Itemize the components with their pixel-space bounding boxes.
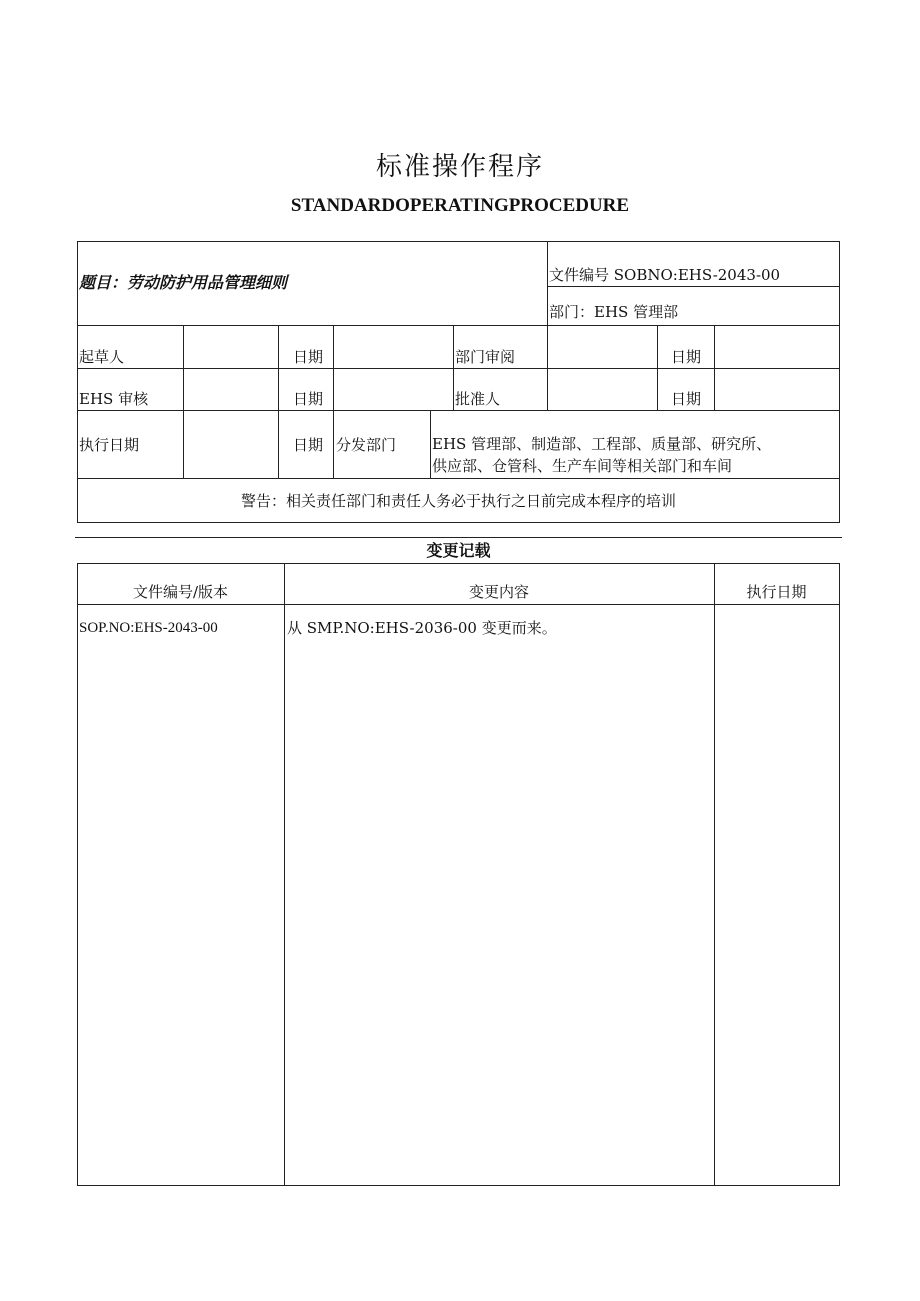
dept-review-label: 部门审阅	[455, 348, 516, 366]
dist-dept-line-2: 供应部、仓管科、生产车间等相关部门和车间	[432, 457, 733, 475]
row-content: 从 SMP.NO:EHS-2036-00 变更而来。	[287, 619, 557, 637]
date-label: 日期	[293, 348, 324, 366]
warning-text: 警告：相关责任部门和责任人务必于执行之日前完成本程序的培训	[240, 492, 676, 510]
date-label: 日期	[293, 436, 324, 454]
change-record-title: 变更记载	[426, 541, 491, 560]
drafter-label: 起草人	[79, 348, 125, 366]
approver-label: 批准人	[455, 390, 501, 408]
exec-date-label: 执行日期	[79, 436, 140, 454]
date-label: 日期	[671, 390, 702, 408]
section-divider	[75, 537, 842, 538]
date-label: 日期	[293, 390, 324, 408]
column-header-version: 文件编号/版本	[132, 583, 229, 601]
ehs-review-label: EHS 审核	[79, 390, 149, 408]
dist-dept-label: 分发部门	[336, 436, 397, 454]
column-header-content: 变更内容	[468, 583, 529, 601]
column-header-exec-date: 执行日期	[746, 583, 807, 601]
department: 部门：EHS 管理部	[549, 303, 679, 321]
page-subtitle: STANDARDOPERATINGPROCEDURE	[290, 195, 630, 216]
date-label: 日期	[671, 348, 702, 366]
page-title: 标准操作程序	[375, 152, 544, 182]
dist-dept-line-1: EHS 管理部、制造部、工程部、质量部、研究所、	[432, 435, 772, 453]
file-number: 文件编号 SOBNO:EHS-2043-00	[549, 266, 781, 284]
row-version: SOP.NO:EHS-2043-00	[79, 620, 218, 636]
subject-title: 题目：劳动防护用品管理细则	[79, 273, 288, 292]
